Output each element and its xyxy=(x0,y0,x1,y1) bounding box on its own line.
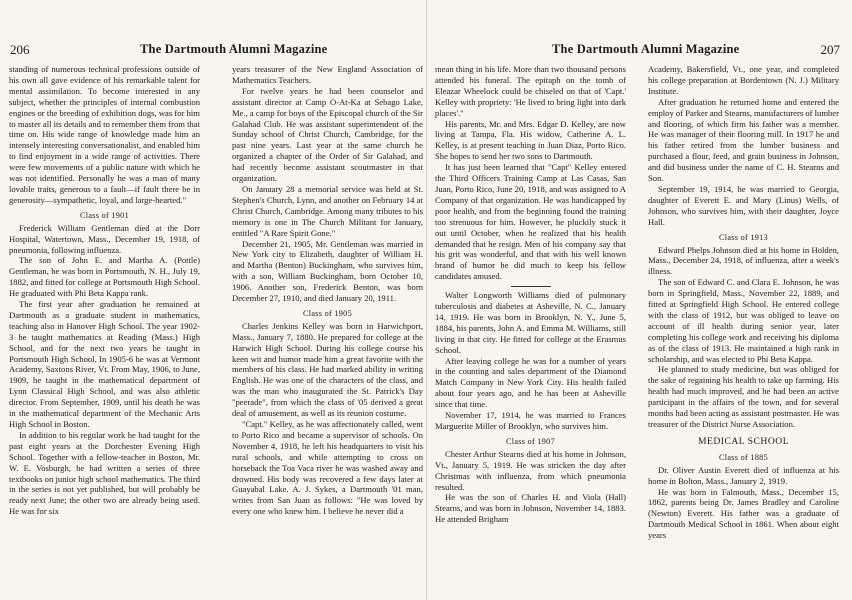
class-heading: Class of 1907 xyxy=(506,436,555,446)
column-2 xyxy=(232,64,423,517)
class-heading: Class of 1901 xyxy=(80,210,129,220)
paragraph: Charles Jenkins Kelley was born in Harwichport, Mass., January 7, 1880. He prepared for college at the Harwich High School. During his college course his keen wit and humor made him a great favorite with the members of his class. He had marked ability in writing English. He was one of the characters of the class, and was the man who inaugurated the St. Patrick's Day "peerade", from which the class of '05 derived a great deal of amusement, as well as its reunion costume. xyxy=(232,320,423,419)
paragraph: "Capt." Kelley, as he was affectionately called, went to Porto Rico and became a supervisor of schools. On November 4, 1918, he left his headquarters to visit his rural schools, and while attempting to cross on horseback the Toa Vaca river he was washed away and drowned. His body was recovered a few days later at Guayabal Lake. A. J. Sykes, a Dartmouth '01 man, writes from San Juan as follows: "He was loved by every one who knew him. I believe he never did a xyxy=(232,419,423,517)
class-heading: Class of 1913 xyxy=(719,232,768,242)
column-1 xyxy=(9,64,200,517)
paragraph: September 19, 1914, he was married to Georgia, daughter of Everett E. and Mary (Linus) Wells, of Johnson, who survives him, with their daughter, Joyce Hall. xyxy=(648,183,839,227)
paragraph: Frederick William Gentleman died at the Dorr Hospital, Watertown, Mass., December 19, 1918, of pneumonia, following influenza. xyxy=(9,222,200,255)
paragraph: The son of Edward C. and Clara E. Johnson, he was born in Springfield, Mass., November 22, 1889, and fitted at Springfield High School. He entered college with the class of 1912, but was obliged to leave on account of ill health during senior year, later completing his college work and receiving his diploma as of the class of 1913. He maintained a high rank in scholarship, and was elected to Phi Beta Kappa. xyxy=(648,277,839,364)
paragraph: The first year after graduation he remained at Dartmouth as a graduate student in mathematics, teaching also in Hanover High School. The year 1902-3 he taught mathematics at Reading (Mass.) High School, and for the next two years he taught in Portsmouth High School. In 1905-6 he was at Vermont Academy, Saxtons River, Vt. From May, 1906, to June, 1909, he taught in the mathematical department of Lynn Classical High School, and was also athletic director. From September, 1909, until his death he was in the mathematical department of the Mechanic Arts High School in Boston. xyxy=(9,299,200,429)
paragraph: December 21, 1905, Mr. Gentleman was married in New York city to Elizabeth, daughter of William H. and Martha (Benton) Buckingham, who survives him, with a son, William Buckingham, born October 10, 1906. Another son, Frederick Benton, was born December 27, 1910, and died January 20, 1911. xyxy=(232,238,423,304)
paragraph: Chester Arthur Stearns died at his home in Johnson, Vt., January 5, 1919. He was stricken the day after Christmas with influenza, from which pneumonia resulted. xyxy=(435,448,626,492)
section-divider xyxy=(511,286,551,287)
column-3 xyxy=(435,64,626,525)
paragraph: The son of John E. and Martha A. (Pottle) Gentleman, he was born in Portsmouth, N. H., July 19, 1882, and fitted for college at Portsmouth High School. He graduated with Phi Beta Kappa rank. xyxy=(9,255,200,299)
column-4 xyxy=(648,64,839,541)
paragraph: On January 28 a memorial service was held at St. Stephen's Church, Lynn, and another on February 14 at Christ Church, Cambridge. Among many tributes to his memory is one in The Church Militant for January, entitled "A Rare Spirit Gone." xyxy=(232,183,423,238)
section-heading: MEDICAL SCHOOL xyxy=(697,435,790,447)
paragraph: For twelve years he had been counselor and assistant director at Camp O-At-Ka at Sebago Lake, Me., a camp for boys of the Episcopal church of the Sir Galahad Club. He was assistant superintendent of the Sunday school of Christ Church, Cambridge, for the past nine years. Last year at the same church he organized a chapter of the Order of Sir Galahad, and had recently become assistant scoutmaster in that organization. xyxy=(232,85,423,184)
paragraph: Academy, Bakersfield, Vt., one year, and completed his college preparation at Bordentown (N. J.) Military Institute. xyxy=(648,64,839,96)
class-heading: Class of 1905 xyxy=(303,308,352,318)
running-title: The Dartmouth Alumni Magazine xyxy=(552,42,740,56)
paragraph: His parents, Mr. and Mrs. Edgar D. Kelley, are now living at Tampa, Fla. His widow, Catherine A. L. Kelley, is at present teaching in Juan Diaz, Porto Rico. She hopes to send her two sons to Dartmouth. xyxy=(435,118,626,162)
page-header xyxy=(0,42,426,58)
paragraph: In addition to his regular work he had taught for the past eight years at the Dorchester Evening High School. Together with a fellow-teacher in Boston, Mr. W. E. Vosburgh, he had written a series of three textbooks on junior high school mathematics. The third in the series is not yet published, but will probably be ready next June; the other two are already being used. He was for six xyxy=(9,429,200,517)
paragraph: After leaving college he was for a number of years in the counting and sales department of the Diamond Match Company in New York City. His health failed about four years ago, and he has been at Asheville since that time. xyxy=(435,355,626,410)
paragraph: He was born in Falmouth, Mass., December 15, 1862, parents being Dr. James Bradley and Caroline (Newton) Everett. His father was a graduate of Dartmouth Medical School in 1861. When about eight years xyxy=(648,486,839,541)
paragraph: years treasurer of the New England Association of Mathematics Teachers. xyxy=(232,64,423,85)
paragraph: He planned to study medicine, but was obliged for the sake of regaining his health to take up farming. His health had much improved, and he had been an active participant in the affairs of the town, and for several months had been acting as assistant postmaster. He was treasurer of the District Nurse Association. xyxy=(648,364,839,429)
paragraph: mean thing in his life. More than two thousand persons attended his funeral. The epitaph on the tomb of Eleazar Wheelock could be chiseled on that of 'Capt.' Kelley with propriety: 'He lived to bring light into dark places'." xyxy=(435,64,626,118)
right-page xyxy=(426,0,852,600)
paragraph: Edward Phelps Johnson died at his home in Holden, Mass., December 24, 1918, of influenza, after a week's illness. xyxy=(648,244,839,277)
paragraph: It has just been learned that "Capt" Kelley entered the Third Officers Training Camp at Las Casas, San Juan, Porto Rico, June 20, 1918, and was assigned to A Company of that organization. He was handicapped by poor health, and from the beginning found the training too strenuous for him. However, he pluckily stuck it out until October, when he realized that his health demanded that he resign. Men of his company say that his grit was wonderful, and that with his well known brand of humor he did much to keep his fellow candidates amused. xyxy=(435,162,626,282)
paragraph: After graduation he returned home and entered the employ of Parker and Stearns, manufacturers of lumber and flooring, of which firm his father was a member. He was manager of their flooring mill. In 1917 he and his father retired from the lumber business and purchased a flour, feed, and grain business in Johnson, and did business under the name of C. H. Stearns and Son. xyxy=(648,96,839,184)
class-heading: Class of 1885 xyxy=(719,452,768,462)
page-number: 206 xyxy=(10,42,30,57)
paragraph: November 17, 1914, he was married to Frances Marguerite Miller of Brooklyn, who survives him. xyxy=(435,410,626,431)
page-header xyxy=(426,42,852,58)
running-title: The Dartmouth Alumni Magazine xyxy=(140,42,328,56)
paragraph: Dr. Oliver Austin Everett died of influenza at his home in Bolton, Mass., January 2, 1919. xyxy=(648,464,839,486)
paragraph: standing of numerous technical professions outside of his own all gave evidence of his remarkable talent for mental assimilation. To become interested in any subject, whether the principles of internal combustion engines or the breeding of exhibition dogs, was for him to master all its details and to remember them from that time on. His wide range of knowledge made him an intensely interesting conversationalist, and enabled him to find enjoyment in a wide range of activities. There were few movements of a public nature with which he was not identified. Personally he was a man of many lovable traits, generous to a fault—if fault there be in generosity—sympathetic, loyal, and large-hearted." xyxy=(9,64,200,205)
paragraph: He was the son of Charles H. and Viola (Hall) Stearns, and was born in Johnson, November 14, 1883. He attended Brigham xyxy=(435,492,626,525)
paragraph: Walter Longworth Williams died of pulmonary tuberculosis and diabetes at Asheville, N. C., January 14, 1919. He was born in Brooklyn, N. Y., June 5, 1884, his parents, John A. and Emma M. Williams, still living in that city. He fitted for college at the Erasmus School. xyxy=(435,290,626,355)
page-number: 207 xyxy=(820,42,840,57)
